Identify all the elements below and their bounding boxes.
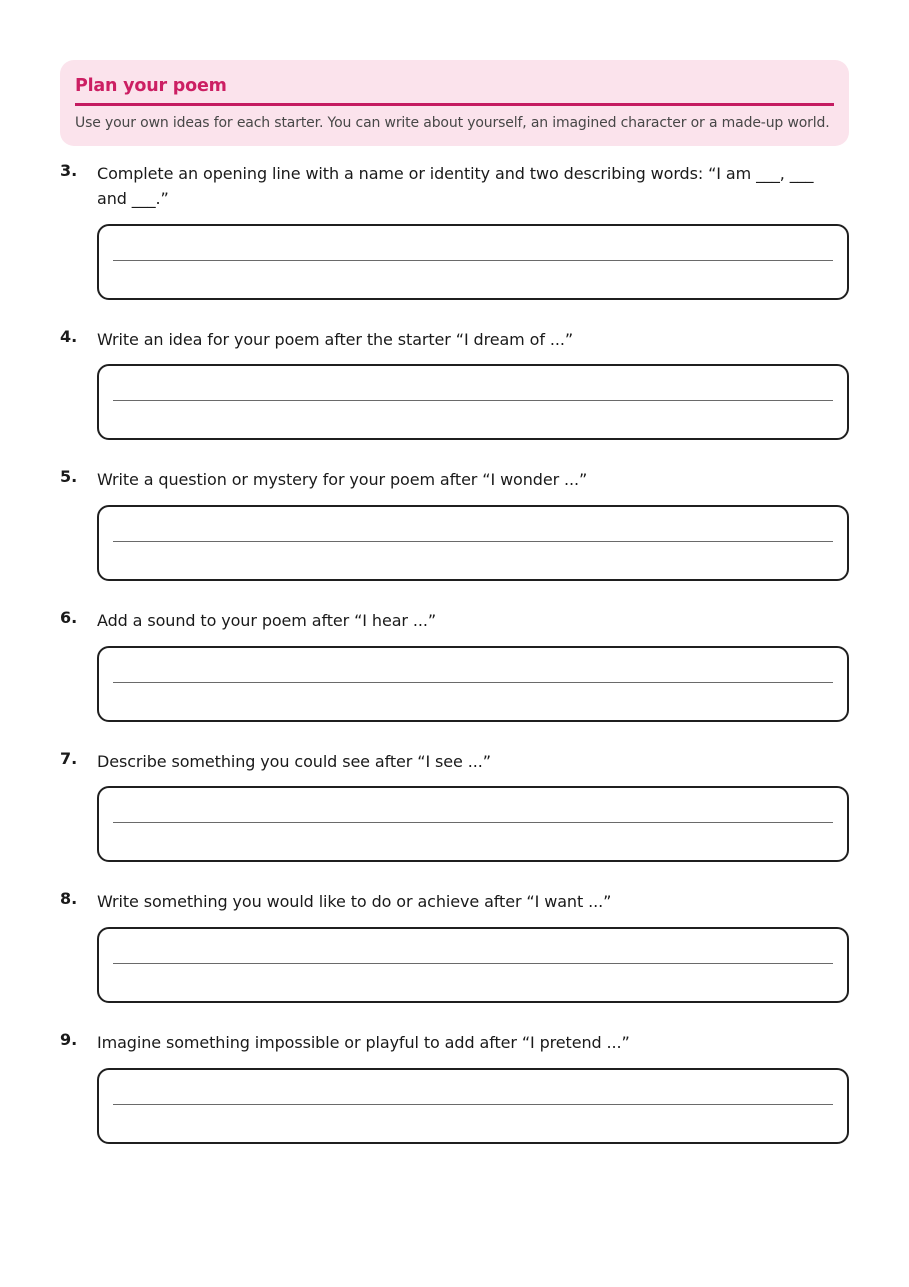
- question-text: Add a sound to your poem after “I hear ...”: [97, 611, 437, 630]
- writing-line: [113, 541, 833, 542]
- writing-line: [113, 963, 833, 964]
- question-number: 5.: [60, 467, 78, 486]
- answer-box-4[interactable]: [97, 364, 849, 440]
- question-text: Write an idea for your poem after the starter “I dream of ...”: [97, 330, 574, 349]
- writing-line: [113, 682, 833, 683]
- writing-line: [113, 400, 833, 401]
- answer-box-5[interactable]: [97, 505, 849, 581]
- question-number: 4.: [60, 327, 78, 346]
- answer-box-8[interactable]: [97, 927, 849, 1003]
- plan-description: Use your own ideas for each starter. You can write about yourself, an imagined character or a made-up world.: [75, 115, 830, 131]
- answer-box-9[interactable]: [97, 1068, 849, 1144]
- question-text: Complete an opening line with a name or identity and two describing words: “I am ___, ___ and ___.”: [97, 164, 814, 208]
- writing-line: [113, 822, 833, 823]
- question-text: Write something you would like to do or achieve after “I want ...”: [97, 892, 612, 911]
- question-text: Imagine something impossible or playful to add after “I pretend ...”: [97, 1033, 630, 1052]
- question-number: 6.: [60, 608, 78, 627]
- question-number: 7.: [60, 749, 78, 768]
- question-number: 8.: [60, 889, 78, 908]
- question-number: 3.: [60, 161, 78, 180]
- answer-box-3[interactable]: [97, 224, 849, 300]
- plan-divider: [75, 103, 834, 106]
- writing-line: [113, 260, 833, 261]
- plan-title: Plan your poem: [75, 76, 227, 96]
- question-text: Describe something you could see after “I see ...”: [97, 752, 491, 771]
- question-text: Write a question or mystery for your poem after “I wonder ...”: [97, 470, 588, 489]
- plan-your-poem-panel: [60, 60, 849, 146]
- writing-line: [113, 1104, 833, 1105]
- question-number: 9.: [60, 1030, 78, 1049]
- answer-box-7[interactable]: [97, 786, 849, 862]
- answer-box-6[interactable]: [97, 646, 849, 722]
